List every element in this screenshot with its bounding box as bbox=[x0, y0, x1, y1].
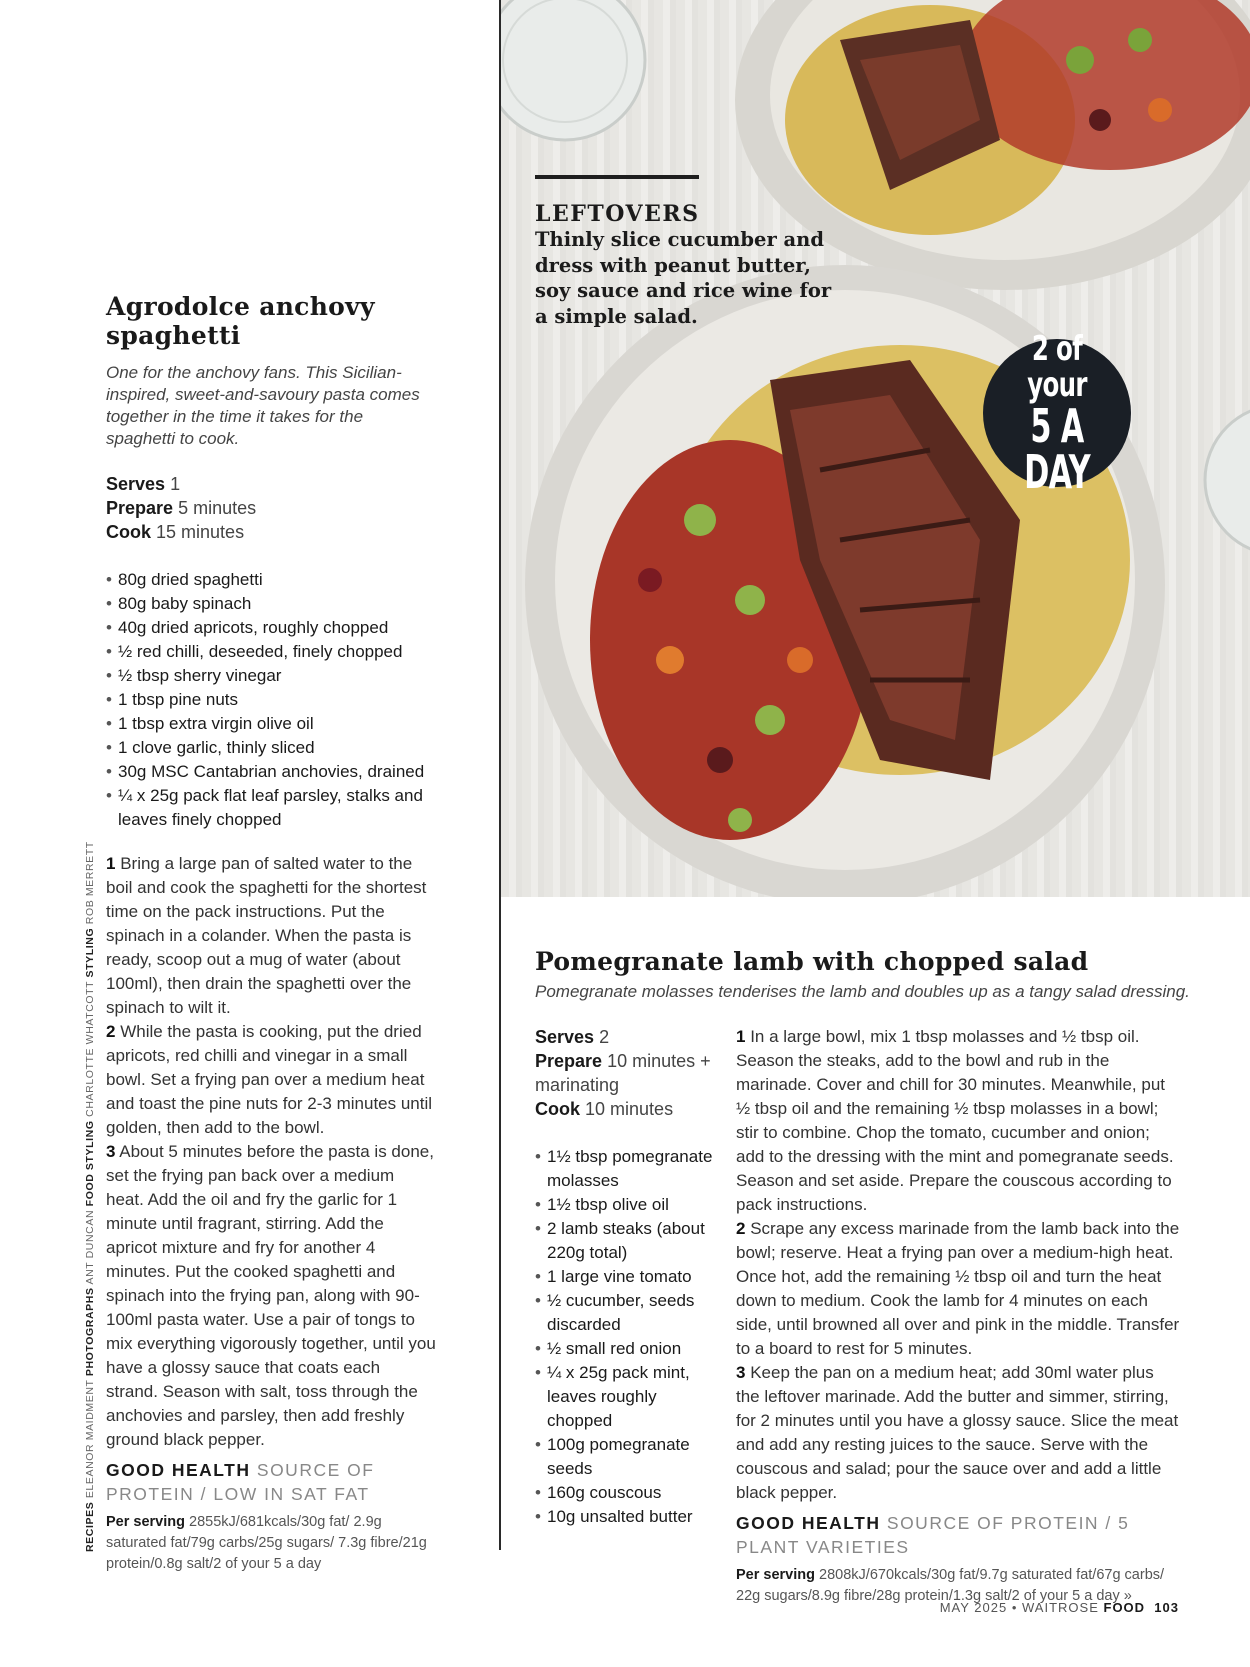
recipe1-ingredients bbox=[106, 568, 436, 832]
credit-label: RECIPES bbox=[84, 1501, 96, 1552]
ingredient: • 160g couscous bbox=[535, 1481, 720, 1505]
step-number: 1 bbox=[736, 1027, 746, 1046]
method-step bbox=[736, 1025, 1181, 1217]
leftovers-rule bbox=[535, 175, 699, 179]
cook-value: 15 minutes bbox=[156, 522, 245, 542]
serves-label: Serves bbox=[106, 474, 166, 494]
leftovers-tip bbox=[535, 175, 835, 329]
step-text: Scrape any excess marinade from the lamb back into the bowl; reserve. Heat a frying pan over a medium-high heat. Once hot, add the remaining ½ tbsp oil and turn the heat down to medium. Cook the lamb for 4 minutes on each side, until browned all over and pink in the middle. Transfer to a board to rest for 5 minutes. bbox=[736, 1219, 1180, 1358]
recipe1-good-health bbox=[106, 1458, 436, 1506]
prepare-label: Prepare bbox=[106, 498, 174, 518]
method-step bbox=[106, 1020, 436, 1140]
ingredient: • 80g baby spinach bbox=[106, 592, 436, 616]
per-serving-value: 2808kJ/670kcals/30g fat/9.7g saturated fat/67g carbs/ 22g sugars/8.9g fibre/28g protein/1.3g salt/2 of your 5 a day » bbox=[736, 1567, 1165, 1604]
column-divider bbox=[499, 0, 501, 1550]
method-step bbox=[106, 1140, 436, 1452]
cook-value: 10 minutes bbox=[585, 1099, 674, 1119]
leftovers-text: Thinly slice cucumber and dress with peanut butter, soy sauce and rice wine for a simple salad. bbox=[535, 228, 832, 328]
ingredient: • 2 lamb steaks (about 220g total) bbox=[535, 1217, 720, 1265]
ingredient: • 1½ tbsp olive oil bbox=[535, 1193, 720, 1217]
prepare-value: 10 minutes + marinating bbox=[535, 1051, 711, 1095]
credits-vertical bbox=[84, 841, 96, 1552]
step-text: While the pasta is cooking, put the dried apricots, red chilli and vinegar in a small bowl. Set a frying pan over a medium heat and toast the pine nuts for 2-3 minutes until golden, then add to the bowl. bbox=[106, 1022, 433, 1137]
footer-separator: • bbox=[1011, 1600, 1018, 1615]
good-health-label: GOOD HEALTH bbox=[736, 1513, 881, 1533]
lamb-plates-illustration bbox=[500, 0, 1250, 897]
recipe2-title: Pomegranate lamb with chopped salad bbox=[535, 947, 1089, 976]
cook-label: Cook bbox=[106, 522, 151, 542]
step-text: Keep the pan on a medium heat; add 30ml water plus the leftover marinade. Add the butter and simmer, stirring, for 2 minutes until you have a glossy sauce. Slice the meat and add any resting juices to the sauce. Serve with the couscous and salad; pour the sauce over and add a little black pepper. bbox=[736, 1363, 1179, 1502]
ingredient: • ½ tbsp sherry vinegar bbox=[106, 664, 436, 688]
ingredient: • 80g dried spaghetti bbox=[106, 568, 436, 592]
recipe2-method bbox=[736, 1025, 1181, 1505]
ingredient: • 1 large vine tomato bbox=[535, 1265, 720, 1289]
ingredient: • ¼ x 25g pack flat leaf parsley, stalks and leaves finely chopped bbox=[106, 784, 436, 832]
recipe2-info bbox=[535, 1025, 720, 1529]
step-text: Bring a large pan of salted water to the boil and cook the spaghetti for the shortest time on the pack instructions. Put the spinach in a colander. When the pasta is ready, scoop out a mug of water (about 100ml), then drain the spaghetti over the spinach to wilt it. bbox=[106, 854, 427, 1017]
credit-value: ANT DUNCAN bbox=[84, 1209, 96, 1285]
serves-value: 1 bbox=[170, 474, 181, 494]
prepare-label: Prepare bbox=[535, 1051, 603, 1071]
step-number: 2 bbox=[106, 1022, 116, 1041]
serves-label: Serves bbox=[535, 1027, 595, 1047]
cook-label: Cook bbox=[535, 1099, 580, 1119]
ingredient: • 100g pomegranate seeds bbox=[535, 1433, 720, 1481]
step-text: In a large bowl, mix 1 tbsp molasses and ½ tbsp oil. Season the steaks, add to the bowl and rub in the marinade. Cover and chill for 30 minutes. Meanwhile, put ½ tbsp oil and the remaining ½ tbsp molasses in a bowl; stir to combine. Chop the tomato, cucumber and onion; add to the dressing with the mint and pomegranate seeds. Season and set aside. Prepare the couscous according to pack instructions. bbox=[736, 1027, 1174, 1214]
ingredient: • ½ cucumber, seeds discarded bbox=[535, 1289, 720, 1337]
recipe1-title: Agrodolce anchovy spaghetti bbox=[106, 292, 375, 350]
per-serving-label: Per serving bbox=[736, 1567, 815, 1583]
prepare-value: 5 minutes bbox=[178, 498, 257, 518]
per-serving-value: 2855kJ/681kcals/30g fat/ 2.9g saturated fat/79g carbs/25g sugars/ 7.3g fibre/21g protein/0.8g salt/2 of your 5 a day bbox=[106, 1514, 427, 1572]
step-number: 1 bbox=[106, 854, 116, 873]
method-step bbox=[736, 1217, 1181, 1361]
credit-label: PHOTOGRAPHS bbox=[84, 1287, 96, 1377]
credit-value: ROB MERRETT bbox=[84, 841, 96, 925]
good-health-value: SOURCE OF PROTEIN / 5 PLANT VARIETIES bbox=[736, 1513, 1130, 1557]
serves-value: 2 bbox=[599, 1027, 610, 1047]
ingredient: • 1 tbsp extra virgin olive oil bbox=[106, 712, 436, 736]
five-a-day-badge bbox=[983, 329, 1131, 499]
ingredient: • ½ red chilli, deseeded, finely chopped bbox=[106, 640, 436, 664]
method-step bbox=[106, 852, 436, 1020]
ingredient: • 1 clove garlic, thinly sliced bbox=[106, 736, 436, 760]
recipe1-meta bbox=[106, 472, 436, 544]
footer-magazine-bold: FOOD bbox=[1103, 1600, 1146, 1615]
per-serving-label: Per serving bbox=[106, 1514, 185, 1530]
page-footer bbox=[940, 1600, 1179, 1615]
credit-label: STYLING bbox=[84, 927, 96, 978]
good-health-value: SOURCE OF PROTEIN / LOW IN SAT FAT bbox=[106, 1460, 375, 1504]
recipe2-intro: Pomegranate molasses tenderises the lamb and doubles up as a tangy salad dressing. bbox=[535, 982, 1190, 1001]
ingredient: • 10g unsalted butter bbox=[535, 1505, 720, 1529]
step-number: 2 bbox=[736, 1219, 746, 1238]
ingredient: • 1 tbsp pine nuts bbox=[106, 688, 436, 712]
ingredient: • ½ small red onion bbox=[535, 1337, 720, 1361]
footer-month: MAY 2025 bbox=[939, 1600, 1008, 1615]
recipe2-ingredients bbox=[535, 1145, 720, 1529]
ingredient: • 40g dried apricots, roughly chopped bbox=[106, 616, 436, 640]
glass-right-icon bbox=[1205, 405, 1250, 555]
step-text: About 5 minutes before the pasta is done, set the frying pan back over a medium heat. Add the oil and fry the garlic for 1 minute until fragrant, stirring. Add the apricot mixture and fry for another 4 minutes. Put the cooked spaghetti and spinach into the frying pan, along with 90-100ml pasta water. Use a pair of tongs to mix everything vigorously together, until you have a glossy sauce that coats each strand. Season with salt, toss through the anchovies and parsley, then add freshly ground black pepper. bbox=[106, 1142, 436, 1449]
badge-line1: 2 of your bbox=[1027, 329, 1087, 405]
food-photo bbox=[500, 0, 1250, 897]
footer-magazine: WAITROSE bbox=[1022, 1600, 1099, 1615]
credit-value: CHARLOTTE WHATCOTT bbox=[84, 981, 96, 1117]
recipe1-method bbox=[106, 852, 436, 1452]
step-number: 3 bbox=[106, 1142, 116, 1161]
badge-line2: 5 A DAY bbox=[1024, 399, 1090, 499]
credit-value: ELEANOR MAIDMENT bbox=[84, 1379, 96, 1499]
leftovers-heading: LEFTOVERS bbox=[535, 201, 700, 227]
recipe-agrodolce bbox=[106, 292, 436, 1575]
recipe2-meta bbox=[535, 1025, 720, 1121]
recipe2-method-column bbox=[736, 1025, 1181, 1607]
recipe1-per-serving bbox=[106, 1512, 436, 1575]
ingredient: • ¼ x 25g pack mint, leaves roughly chopped bbox=[535, 1361, 720, 1433]
recipe1-intro: One for the anchovy fans. This Sicilian-inspired, sweet-and-savoury pasta comes together in the time it takes for the spaghetti to cook. bbox=[106, 363, 420, 448]
step-number: 3 bbox=[736, 1363, 746, 1382]
method-step bbox=[736, 1361, 1181, 1505]
good-health-label: GOOD HEALTH bbox=[106, 1460, 251, 1480]
glass-icon bbox=[500, 0, 645, 140]
page-number: 103 bbox=[1154, 1600, 1179, 1615]
ingredient: • 1½ tbsp pomegranate molasses bbox=[535, 1145, 720, 1193]
ingredient: • 30g MSC Cantabrian anchovies, drained bbox=[106, 760, 436, 784]
recipe2-good-health bbox=[736, 1511, 1181, 1559]
credit-label: FOOD STYLING bbox=[84, 1120, 96, 1207]
